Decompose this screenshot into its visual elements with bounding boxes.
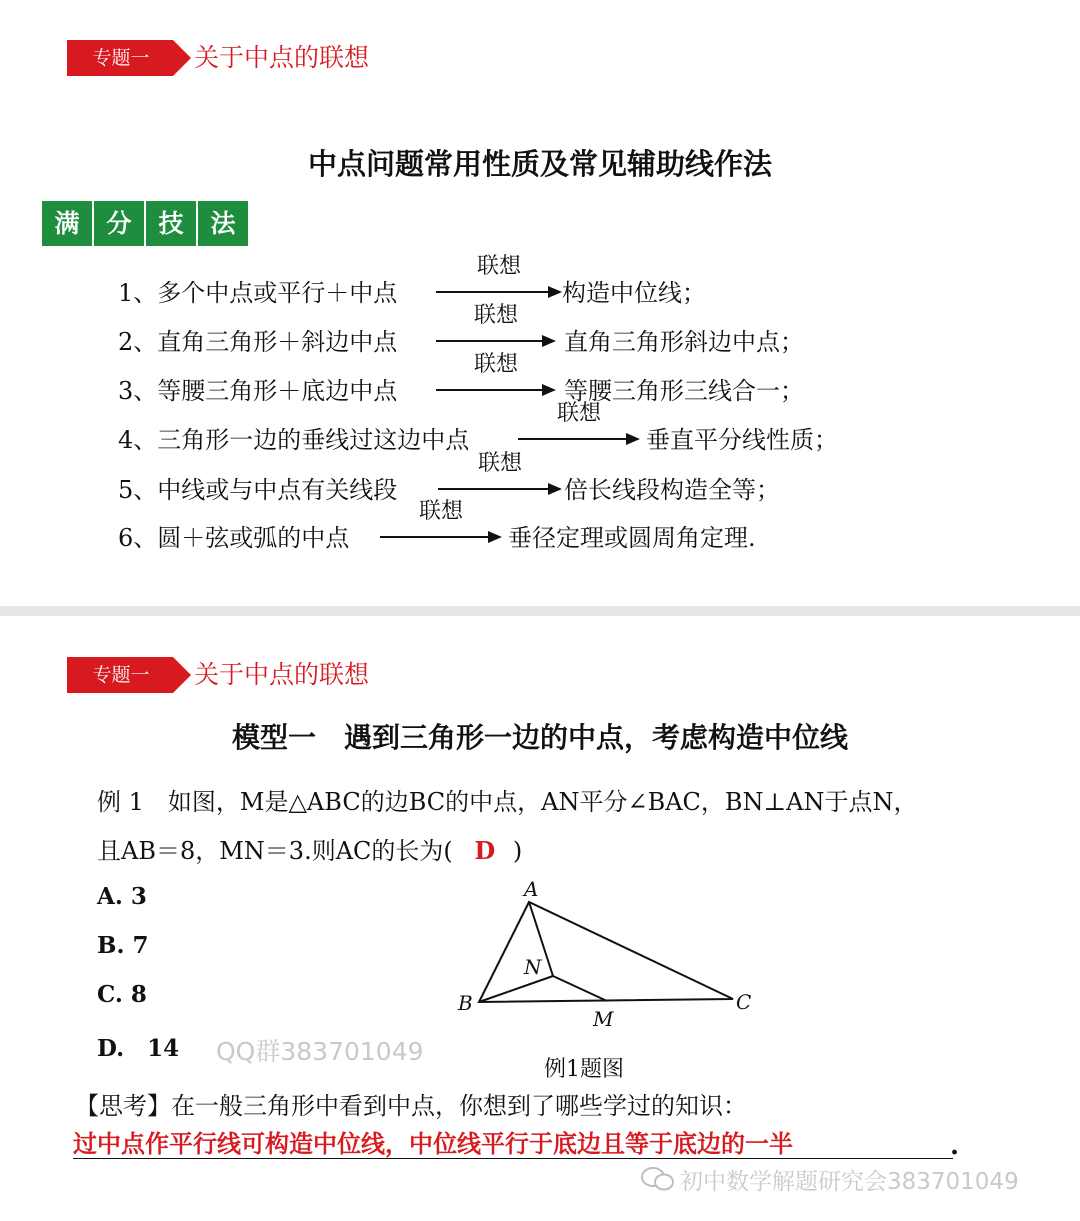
rule-condition: 5、中线或与中点有关线段: [118, 476, 398, 504]
topic-title: 关于中点的联想: [194, 660, 370, 689]
full-score-badge: [42, 201, 250, 246]
option-d: D. 14: [97, 1035, 180, 1062]
arrow-label: 联想: [476, 254, 521, 279]
badge-char: 法: [198, 201, 248, 246]
think-answer: 过中点作平行线可构造中位线，中位线平行于底边且等于底边的一半: [73, 1130, 793, 1158]
arrow-label: 联想: [477, 451, 522, 476]
badge-char: 满: [42, 201, 92, 246]
rule-condition: 6、圆＋弦或弧的中点: [118, 524, 350, 552]
rule-result: 构造中位线；: [562, 279, 706, 307]
arrow: [380, 499, 502, 556]
page-title: 中点问题常用性质及常见辅助线作法: [307, 147, 772, 181]
label-n: N: [524, 955, 542, 979]
answer-choice: D: [474, 836, 496, 865]
topic-tag: 专题一: [92, 47, 150, 69]
topic-tag: 专题一: [92, 664, 150, 686]
example-question-line2: [97, 831, 522, 866]
answer-blank: [73, 1124, 953, 1159]
qq-watermark: QQ群383701049: [216, 1037, 424, 1066]
label-c: C: [736, 990, 752, 1014]
right-arrow-icon: [436, 334, 556, 348]
rule-condition: 4、三角形一边的垂线过这边中点: [118, 426, 470, 454]
label-m: M: [593, 1007, 614, 1031]
badge-char: 技: [146, 201, 196, 246]
label-b: B: [458, 991, 473, 1015]
rule-result: 等腰三角形三线合一；: [564, 377, 804, 405]
right-arrow-icon: [436, 285, 562, 299]
right-arrow-icon: [436, 383, 556, 397]
wechat-icon: [640, 1166, 676, 1192]
rule-condition: 1、多个中点或平行＋中点: [118, 279, 398, 307]
footer-watermark: [640, 1162, 1019, 1196]
rule-condition: 3、等腰三角形＋底边中点: [118, 377, 398, 405]
topic-title: 关于中点的联想: [194, 43, 370, 72]
close-paren: ): [512, 837, 523, 865]
rule-result: 垂直平分线性质；: [646, 426, 838, 454]
triangle-abc: [479, 902, 733, 1002]
arrow-label: 联想: [473, 303, 518, 328]
footer-text: 初中数学解题研究会383701049: [680, 1168, 1019, 1195]
slide-divider: [0, 606, 1080, 616]
arrow-label: 联想: [418, 499, 463, 524]
slide-2: [0, 616, 1080, 1221]
figure-caption: 例1题图: [544, 1057, 624, 1082]
end-period: .: [950, 1131, 960, 1161]
right-arrow-icon: [380, 530, 502, 544]
arrow-label: 联想: [556, 401, 601, 426]
example-question-line1: 例 1 如图，M是△ABC的边BC的中点，AN平分∠BAC，BN⊥AN于点N，: [97, 788, 918, 816]
rule-result: 垂径定理或圆周角定理.: [508, 524, 756, 552]
slide-1: [0, 0, 1080, 606]
badge-char: 分: [94, 201, 144, 246]
right-arrow-icon: [518, 432, 640, 446]
option-b: B. 7: [97, 932, 149, 959]
triangle-figure: [450, 874, 760, 1034]
segment-nm: [553, 976, 607, 1001]
rule-result: 直角三角形斜边中点；: [564, 328, 804, 356]
question-stem: 且AB＝8，MN＝3.则AC的长为(: [97, 837, 453, 865]
option-a: A. 3: [97, 883, 147, 910]
model-title: 模型一 遇到三角形一边的中点，考虑构造中位线: [231, 721, 848, 754]
rule-result: 倍长线段构造全等；: [564, 476, 780, 504]
think-prompt: 【思考】在一般三角形中看到中点，你想到了哪些学过的知识：: [75, 1092, 747, 1120]
option-c: C. 8: [97, 981, 147, 1008]
label-a: A: [524, 877, 539, 901]
arrow-label: 联想: [473, 352, 518, 377]
rule-condition: 2、直角三角形＋斜边中点: [118, 328, 398, 356]
